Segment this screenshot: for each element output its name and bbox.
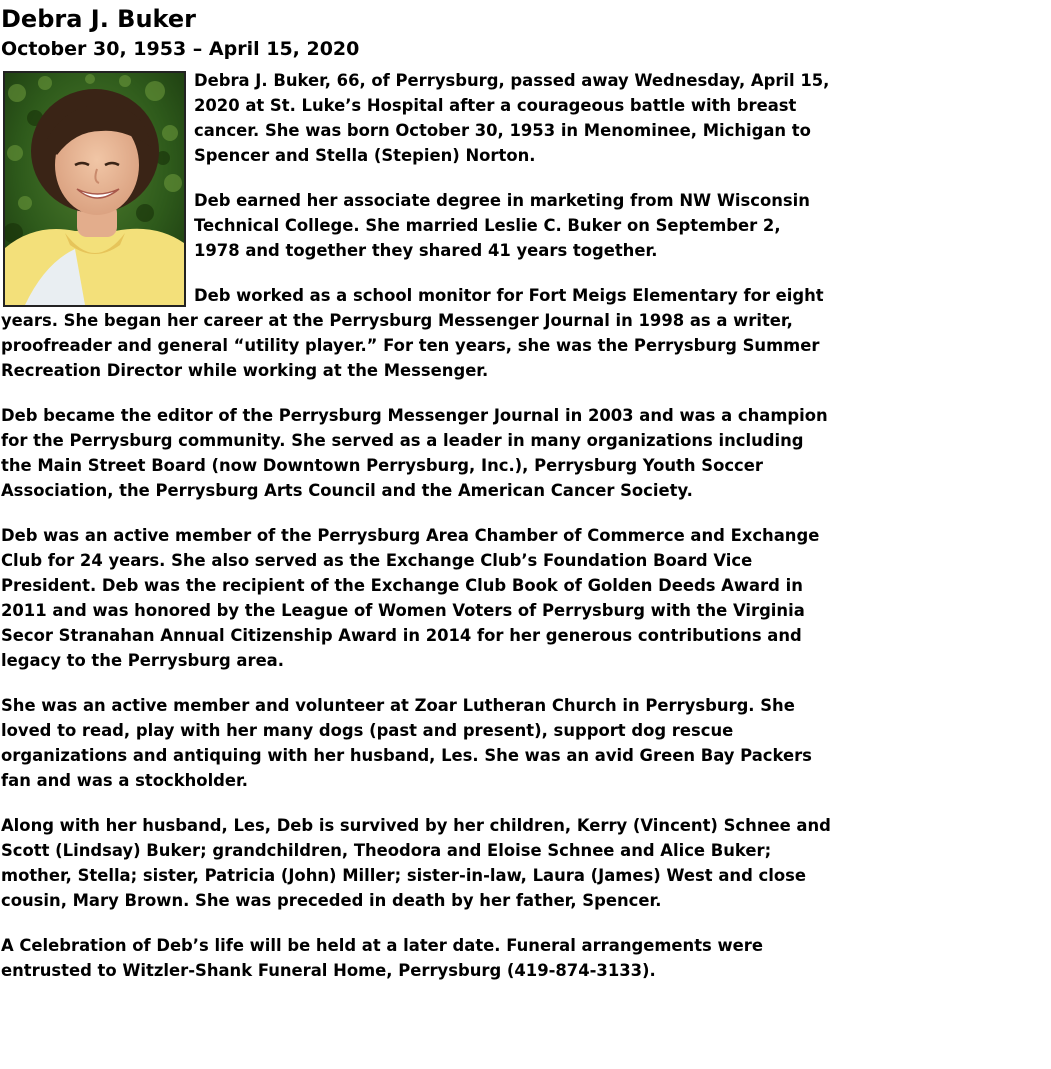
paragraph: She was an active member and volunteer at Zoar Lutheran Church in Perrysburg. She loved to read, play with her many dogs (past and present), support dog rescue organizations and antiquing with her husband, Les. She was an avid Green Bay Packers fan and was a stockholder. <box>1 696 812 790</box>
page-title: Debra J. Buker <box>1 5 196 33</box>
paragraph: Along with her husband, Les, Deb is survived by her children, Kerry (Vincent) Schnee and Scott (Lindsay) Buker; grandchildren, Theodora and Eloise Schnee and Alice Buker; mother, Stella; sister, Patricia (John) Miller; sister-in-law, Laura (James) West and close cousin, Mary Brown. She was preceded in death by her father, Spencer. <box>1 816 831 910</box>
portrait-photo <box>3 71 186 307</box>
obituary-body <box>1 68 831 983</box>
paragraph: Debra J. Buker, 66, of Perrysburg, passed away Wednesday, April 15, 2020 at St. Luke’s Hospital after a courageous battle with breast cancer. She was born October 30, 1953 in Menominee, Michigan to Spencer and Stella (Stepien) Norton. <box>194 71 830 165</box>
portrait-photo-icon <box>5 73 184 305</box>
paragraph: Deb worked as a school monitor for Fort Meigs Elementary for eight years. She began her career at the Perrysburg Messenger Journal in 1998 as a writer, proofreader and general “utility player.” For ten years, she was the Perrysburg Summer Recreation Director while working at the Messenger. <box>1 286 824 380</box>
paragraph: A Celebration of Deb’s life will be held at a later date. Funeral arrangements were entrusted to Witzler-Shank Funeral Home, Perrysburg (419-874-3133). <box>1 936 763 980</box>
life-dates: October 30, 1953 – April 15, 2020 <box>1 38 360 60</box>
paragraph: Deb earned her associate degree in marketing from NW Wisconsin Technical College. She married Leslie C. Buker on September 2, 1978 and together they shared 41 years together. <box>194 191 810 260</box>
paragraph: Deb became the editor of the Perrysburg Messenger Journal in 2003 and was a champion for the Perrysburg community. She served as a leader in many organizations including the Main Street Board (now Downtown Perrysburg, Inc.), Perrysburg Youth Soccer Association, the Perrysburg Arts Council and the American Cancer Society. <box>1 406 828 500</box>
obituary-page <box>1 4 831 1003</box>
paragraph: Deb was an active member of the Perrysburg Area Chamber of Commerce and Exchange Club for 24 years. She also served as the Exchange Club’s Foundation Board Vice President. Deb was the recipient of the Exchange Club Book of Golden Deeds Award in 2011 and was honored by the League of Women Voters of Perrysburg with the Virginia Secor Stranahan Annual Citizenship Award in 2014 for her generous contributions and legacy to the Perrysburg area. <box>1 526 820 670</box>
